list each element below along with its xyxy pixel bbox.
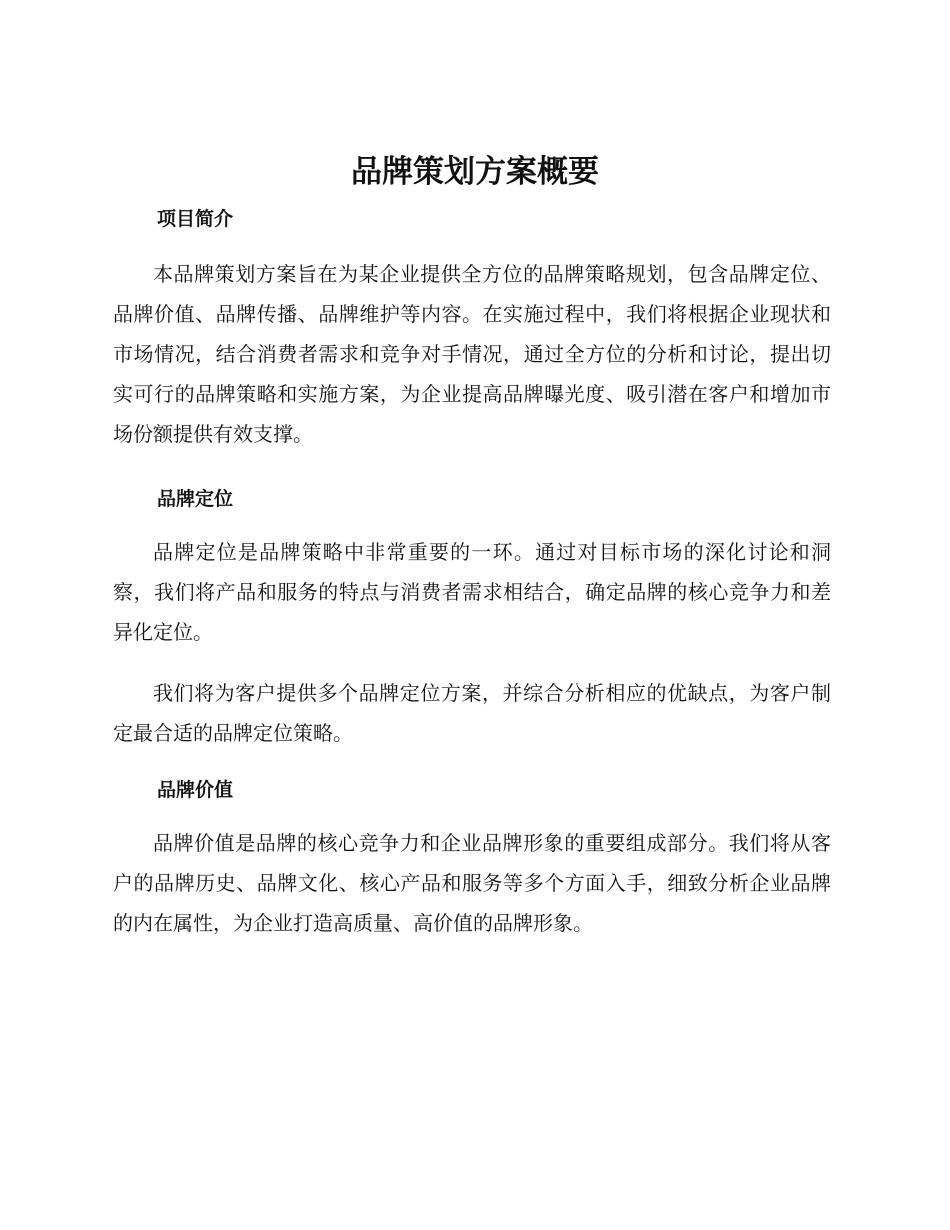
paragraph-project-intro: 本品牌策划方案旨在为某企业提供全方位的品牌策略规划，包含品牌定位、品牌价值、品牌传播、品牌维护等内容。在实施过程中，我们将根据企业现状和市场情况，结合消费者需求和竞争对手情况，通过全方位的分析和讨论，提出切实可行的品牌策略和实施方案，为企业提高品牌曝光度、吸引潜在客户和增加市场份额提供有效支撑。 [113,262,831,446]
paragraph-brand-positioning-2: 我们将为客户提供多个品牌定位方案，并综合分析相应的优缺点，为客户制定最合适的品牌定位策略。 [113,681,831,745]
paragraph-brand-value: 品牌价值是品牌的核心竞争力和企业品牌形象的重要组成部分。我们将从客户的品牌历史、品牌文化、核心产品和服务等多个方面入手，细致分析企业品牌的内在属性，为企业打造高质量、高价值的品牌形象。 [113,831,831,935]
section-heading-project-intro: 项目简介 [157,208,234,230]
section-heading-brand-positioning: 品牌定位 [157,488,234,510]
document-title: 品牌策划方案概要 [351,154,599,190]
paragraph-brand-positioning-1: 品牌定位是品牌策略中非常重要的一环。通过对目标市场的深化讨论和洞察，我们将产品和服务的特点与消费者需求相结合，确定品牌的核心竞争力和差异化定位。 [113,540,831,644]
section-heading-brand-value: 品牌价值 [157,779,234,801]
